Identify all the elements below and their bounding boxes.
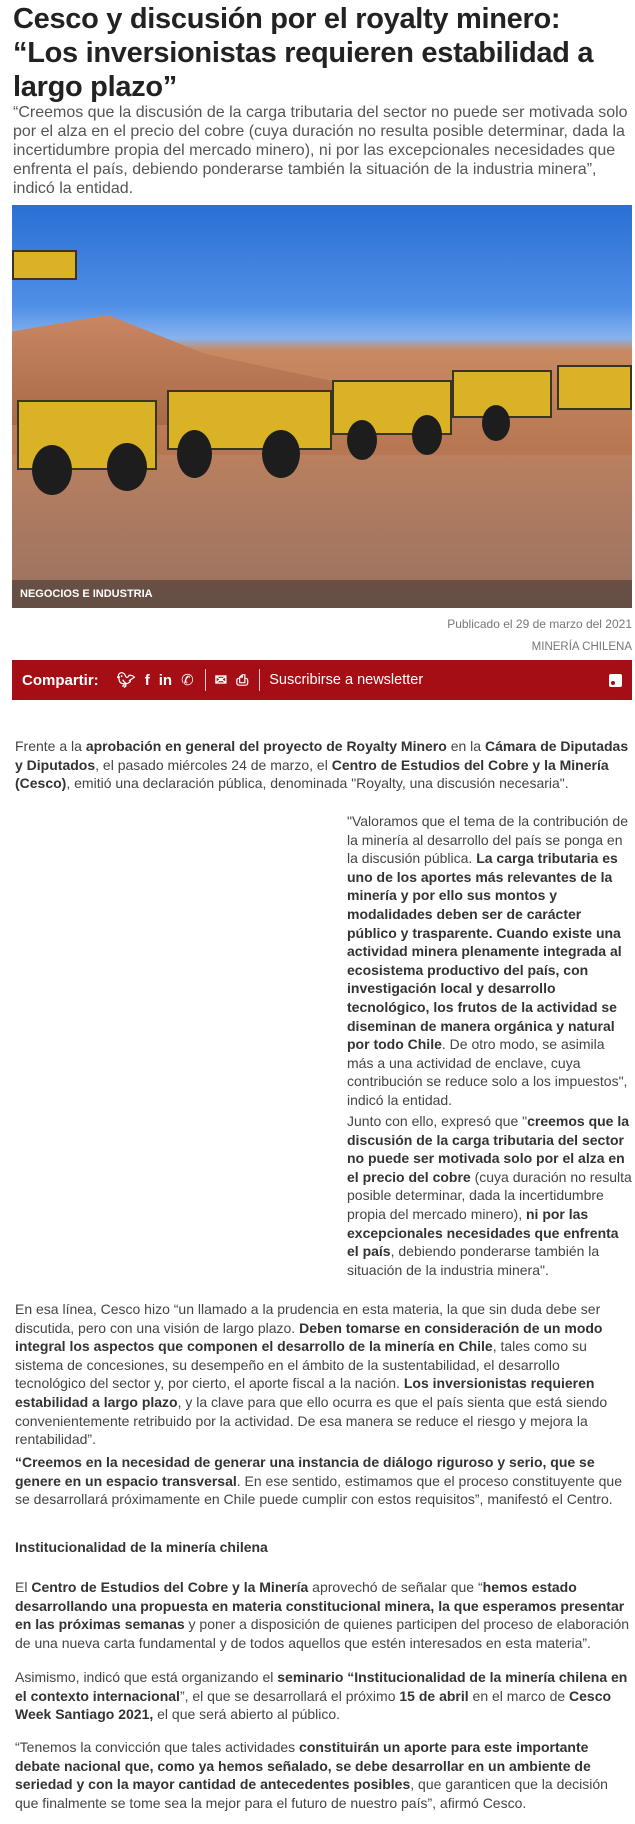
linkedin-icon[interactable]: in (158, 671, 173, 689)
whatsapp-icon[interactable]: ✆ (181, 672, 194, 689)
bold-text: creemos que la discusión de la carga tributaria del sector no puede ser motivada solo por el alza en el precio del cobre (347, 1113, 630, 1185)
text: “Tenemos la convicción que tales actividades (15, 1739, 300, 1755)
text: aprovechó de señalar que “ (308, 1579, 483, 1595)
twitter-icon[interactable]: 🐦︎ (116, 672, 136, 689)
text: Asimismo, indicó que está organizando el (15, 1669, 278, 1685)
bold-text: Cámara de Diputadas y Diputados (15, 738, 629, 773)
body-paragraph (15, 1738, 633, 1812)
body-paragraph (15, 737, 633, 793)
bold-text: constituirán un aporte para este importante debate nacional que, como ya hemos señalado, se debe desarrollar en un ambiente de seriedad y con la mayor cantidad de antecedentes posibles (15, 1739, 591, 1793)
article-title: Cesco y discusión por el royalty minero: “Los inversionistas requieren estabilidad a largo plazo” (13, 3, 594, 103)
text: "Valoramos que el tema de la contribución de la minería al desarrollo del país se ponga en la discusión pública. (347, 813, 628, 867)
text: (cuya duración no resulta posible determinar, dada la incertidumbre propia del mercado minero), (347, 1168, 632, 1222)
bold-text: hemos estado desarrollando una propuesta en materia constitucional minera, la que esperamos presentar en las próximas semanas (15, 1579, 625, 1633)
text: en el marco de (468, 1687, 570, 1704)
text: y poner a disposición de quienes participen del proceso de elaboración de una nueva carta fundamental y de todos aquellos que estén interesados en esta materia”. (15, 1616, 630, 1651)
bold-text: 15 de abril (399, 1687, 469, 1704)
text: , el pasado miércoles 24 de marzo, el (95, 756, 332, 773)
article-subtitle: “Creemos que la discusión de la carga tributaria del sector no puede ser motivada solo por el alza en el precio del cobre (cuya duración no resulta posible determinar, dada la incertidumbre propia del mercado minero), ni por las excepcionales necesidades que enfrenta el país, debiendo ponderarse también la situación de la industria minera”, indicó la entidad. (13, 104, 628, 197)
bold-text: ni por las excepcionales necesidades que enfrenta el país (347, 1205, 619, 1260)
bold-text: Los inversionistas requieren estabilidad a largo plazo (15, 1375, 595, 1410)
divider (259, 669, 260, 691)
email-icon[interactable]: ✉ (214, 672, 228, 689)
text: En esa línea, Cesco hizo “un llamado a la prudencia en esta materia, la que sin duda debe ser discutida, pero con una visión de largo plazo. (15, 1301, 601, 1336)
text: Junto con ello, expresó que " (347, 1113, 528, 1129)
bold-text: La carga tributaria es uno de los aportes más relevantes de la minería y por ello sus montos y modalidades deben ser de carácter público y trasparente. Cuando existe una actividad minera plenamente integrada al ecosistema productivo del país, con investigación local y desarrollo tecnológico, los frutos de la actividad se diseminan de manera orgánica y natural por todo Chile (347, 850, 622, 1053)
publish-date: Publicado el 29 de marzo del 2021 (447, 617, 632, 631)
section-heading (15, 1538, 633, 1557)
bold-text: Institucionalidad de la minería chilena (15, 1539, 268, 1555)
bold-text: Centro de Estudios del Cobre y la Minería (31, 1579, 309, 1595)
bold-text: Deben tomarse en consideración de un modo integral los aspectos que componen el desarrollo de la minería en Chile (15, 1319, 603, 1355)
quote-paragraph (347, 1112, 633, 1279)
article-hero-image (12, 205, 632, 608)
text: . De otro modo, se asimila más a una actividad de enclave, cuya contribución se reduce solo a los impuestos", indicó la entidad. (347, 1036, 628, 1108)
quote-paragraph (347, 812, 633, 1110)
text: , emitió una declaración pública, denominada "Royalty, una discusión necesaria". (66, 775, 569, 792)
body-paragraph (15, 1578, 633, 1652)
text: , que garanticen que la decisión que finalmente se tome sea la mejor para el futuro de nuestro país”, afirmó Cesco. (15, 1776, 608, 1811)
source-label: MINERÍA CHILENA (531, 641, 632, 653)
text: , y la clave para que ello ocurra es que el país sienta que está siendo convenientemente retribuido por la actividad. De esa manera se reduce el riesgo y mejora la rentabilidad”. (15, 1393, 608, 1448)
text: , debiendo ponderarse también la situación de la industria minera". (347, 1243, 600, 1278)
print-icon[interactable]: ⎙ (236, 671, 249, 689)
share-bar (12, 660, 632, 700)
text: ”, el que se desarrollará el próximo (179, 1687, 400, 1704)
text: , tales como su sistema de concesiones, su desempeño en el ámbito de la sustentabilidad, el desarrollo tecnológico del sector y, por cierto, el aporte fiscal a la nación. (15, 1338, 587, 1392)
text: El (15, 1579, 32, 1595)
body-paragraph (15, 1453, 633, 1509)
bold-text: aprobación en general del proyecto de Royalty Minero (85, 738, 447, 754)
facebook-icon[interactable]: f (144, 671, 150, 689)
body-paragraph (15, 1300, 633, 1449)
bold-text: seminario “Institucionalidad de la minería chilena en el contexto internacional (15, 1669, 628, 1704)
text: en la (446, 738, 485, 754)
share-label: Compartir: (22, 671, 99, 689)
bold-text: Cesco Week Santiago 2021, (15, 1687, 612, 1723)
text: . En ese sentido, estimamos que el proceso constituyente que se desarrollará próximamente en Chile puede cumplir con estos requisitos”, manifestó el Centro. (15, 1472, 622, 1508)
bold-text: “Creemos en la necesidad de generar una instancia de diálogo riguroso y serio, que se genere en un espacio transversal (15, 1454, 595, 1489)
divider (205, 669, 206, 691)
text: Frente a la (15, 738, 86, 754)
text: el que será abierto al público. (153, 1706, 341, 1723)
rss-icon[interactable] (609, 674, 622, 687)
mining-truck (557, 365, 632, 410)
bold-text: Centro de Estudios del Cobre y la Minería (Cesco) (15, 756, 609, 792)
newsletter-link[interactable]: Suscribirse a newsletter (269, 672, 424, 688)
body-paragraph (15, 1668, 633, 1724)
mining-truck (12, 250, 77, 280)
category-tag[interactable]: NEGOCIOS E INDUSTRIA (12, 580, 632, 608)
